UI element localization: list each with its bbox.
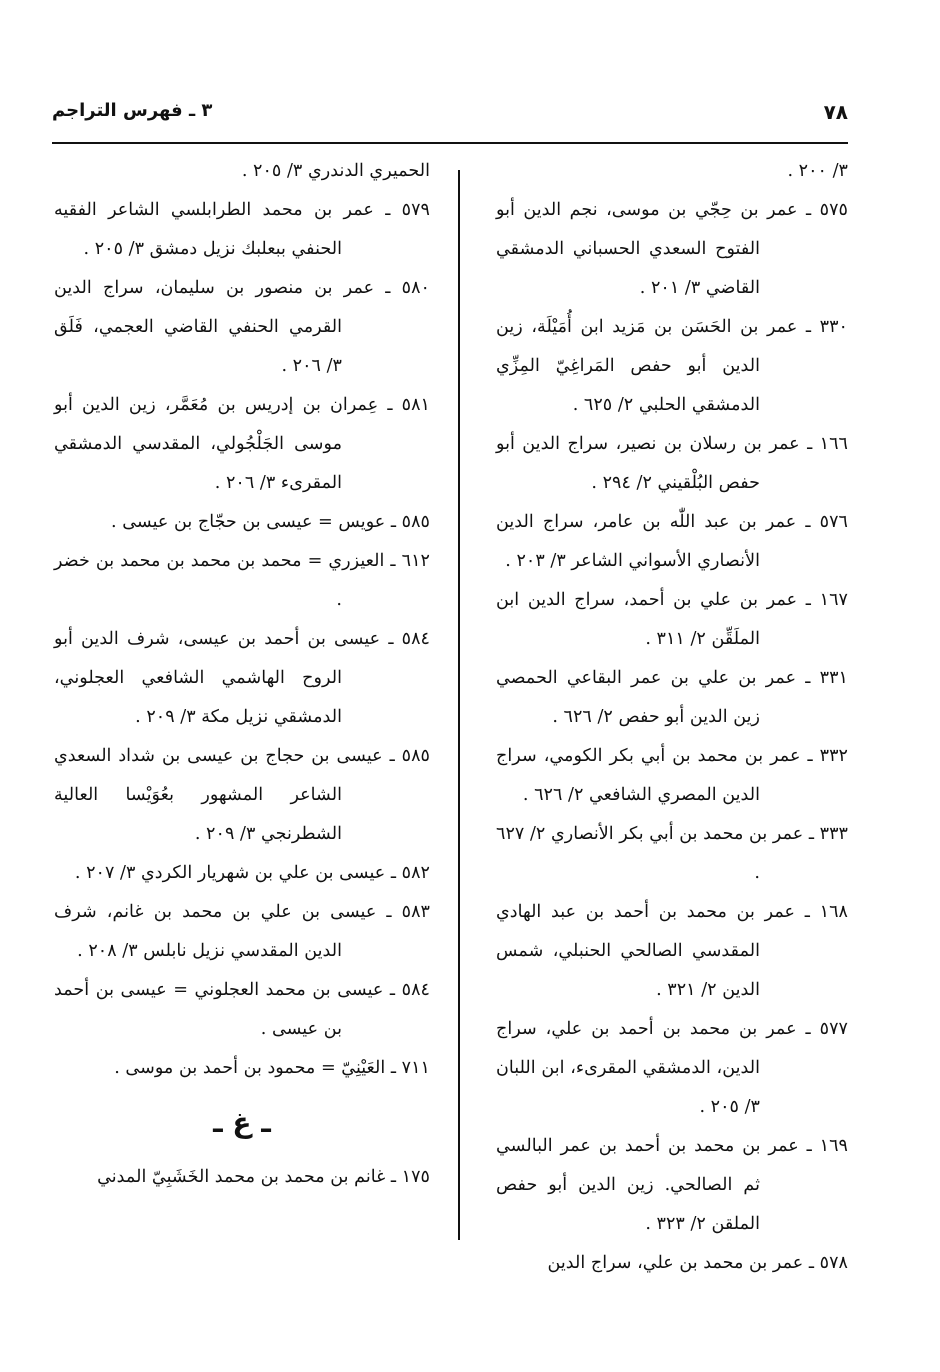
index-entry: ١٦٨ ـ عمر بن محمد بن أحمد بن عبد الهادي المقدسي الصالحي الحنبلي، شمس الدين ٢/ ٣٢١ . <box>496 902 848 1000</box>
page-header <box>52 100 848 140</box>
left-column-entries-after <box>54 1158 430 1197</box>
index-entry: ١٧٥ ـ غانم بن محمد بن محمد الخَشَبِيّ المدني <box>97 1167 430 1187</box>
index-entry: ٥٧٥ ـ عمر بن حِجّي بن موسى، نجم الدين أبو الفتوح السعدي الحسباني الدمشقي القاضي ٣/ ٢٠١ . <box>496 200 848 298</box>
header-rule <box>52 142 848 144</box>
index-entry: ٣٣٠ ـ عمر بن الحَسَن بن مَزيد ابن أُمَيْلَة، زين الدين أبو حفص المَراغِيّ المِزِّي الدمشقي الحلبي ٢/ ٦٢٥ . <box>496 317 848 415</box>
index-entry: ١٦٦ ـ عمر بن رسلان بن نصير، سراج الدين أبو حفص البُلْقيني ٢/ ٢٩٤ . <box>496 434 848 493</box>
index-entry: ١٦٧ ـ عمر بن علي بن أحمد، سراج الدين ابن الملَقِّن ٢/ ٣١١ . <box>496 590 848 649</box>
index-entry: ٧١١ ـ العَيْنِيّ = محمود بن أحمد بن موسى . <box>114 1058 430 1078</box>
index-entry: ٣/ ٢٠٠ . <box>787 161 848 181</box>
index-entry: ٥٨٤ ـ عيسى بن أحمد بن عيسى، شرف الدين أبو الروح الهاشمي الشافعي العجلوني، الدمشقي نزيل مكة ٣/ ٢٠٩ . <box>54 629 430 727</box>
index-entry: ٥٨١ ـ عِمران بن إدريس بن مُعَمَّر، زين الدين أبو موسى الجَلْجُولي، المقدسي الدمشقي المقرىء ٣/ ٢٠٦ . <box>54 395 430 493</box>
page-number: ٧٨ <box>823 100 848 124</box>
index-entry: ٦١٢ ـ العيزري = محمد بن محمد بن محمد بن خضر . <box>54 551 430 610</box>
index-entry: ٣٣٢ ـ عمر بن محمد بن أبي بكر الكومي، سراج الدين المصري الشافعي ٢/ ٦٢٦ . <box>496 746 848 805</box>
left-column-entries <box>54 152 430 1088</box>
index-entry: ٥٧٦ ـ عمر بن عبد اللّٰه بن عامر، سراج الدين الأنصاري الأسواني الشاعر ٣/ ٢٠٣ . <box>496 512 848 571</box>
index-entry: ٥٨٤ ـ عيسى بن محمد العجلوني = عيسى بن أحمد بن عيسى . <box>54 980 430 1039</box>
section-title: ٣ ـ فهرس التراجم <box>52 100 213 121</box>
index-entry: ٥٨٠ ـ عمر بن منصور بن سليمان، سراج الدين القرمي الحنفي القاضي العجمي، فَلَق ٣/ ٢٠٦ . <box>54 278 430 376</box>
index-entry: ٣٣٣ ـ عمر بن محمد بن أبي بكر الأنصاري ٢/ ٦٢٧ . <box>496 824 848 883</box>
index-entry: ٥٨٥ ـ عويس = عيسى بن حجّاج بن عيسى . <box>111 512 430 532</box>
letter-heading: ـ غ ـ <box>213 1106 271 1139</box>
index-entry: الحميري الدندري ٣/ ٢٠٥ . <box>241 161 430 181</box>
index-entry: ١٦٩ ـ عمر بن محمد بن أحمد بن عمر البالسي ثم الصالحي. زين الدين أبو حفص الملقن ٢/ ٣٢٣ . <box>496 1136 848 1234</box>
index-entry: ٥٧٧ ـ عمر بن محمد بن أحمد بن علي، سراج الدين، الدمشقي المقرىء، ابن اللبان ٣/ ٢٠٥ . <box>496 1019 848 1117</box>
left-column <box>54 152 430 1197</box>
index-entry: ٥٧٩ ـ عمر بن محمد الطرابلسي الشاعر الفقيه الحنفي ببعلبك نزيل دمشق ٣/ ٢٠٥ . <box>54 200 430 259</box>
index-entry: ٣٣١ ـ عمر بن علي بن عمر البقاعي الحمصي زين الدين أبو حفص ٢/ ٦٢٦ . <box>496 668 848 727</box>
index-entry: ٥٨٢ ـ عيسى بن علي بن شهريار الكردي ٣/ ٢٠٧ . <box>74 863 430 883</box>
index-entry: ٥٧٨ ـ عمر بن محمد بن علي، سراج الدين <box>547 1253 848 1273</box>
right-column <box>496 152 848 1283</box>
column-divider <box>458 170 460 1240</box>
index-entry: ٥٨٣ ـ عيسى بن علي بن محمد بن غانم، شرف الدين المقدسي نزيل نابلس ٣/ ٢٠٨ . <box>54 902 430 961</box>
index-entry: ٥٨٥ ـ عيسى بن حجاج بن عيسى بن شداد السعدي الشاعر المشهور بعُوَيْسا العالية الشطرنجي ٣/ ٢٠٩ . <box>54 746 430 844</box>
